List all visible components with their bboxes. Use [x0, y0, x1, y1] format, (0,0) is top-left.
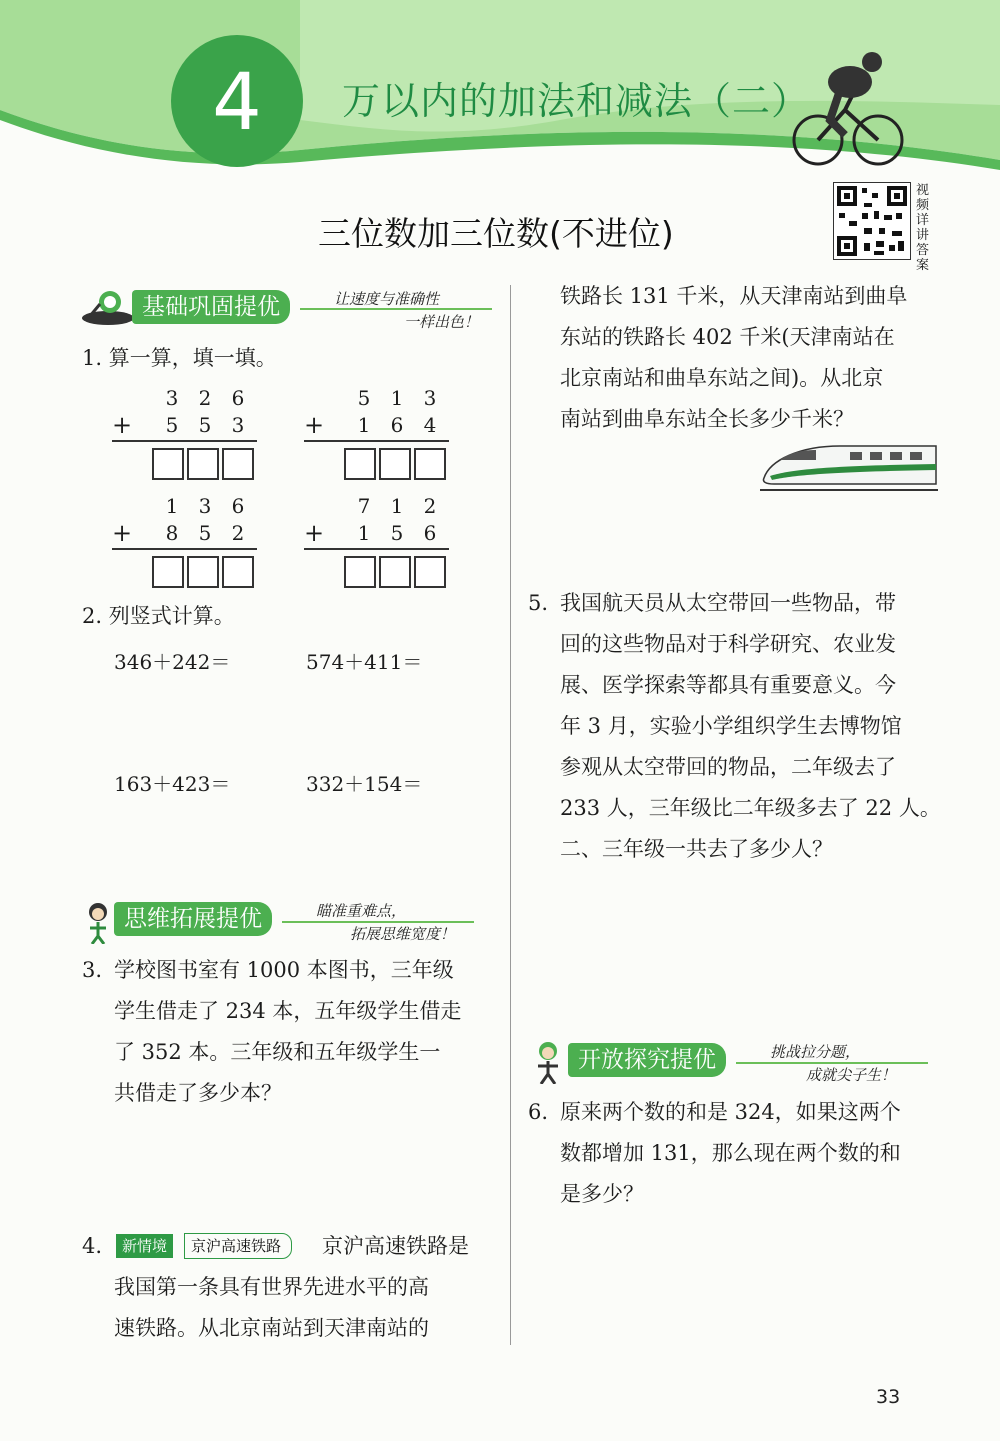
sum-line [304, 548, 449, 550]
answer-box[interactable] [222, 448, 254, 480]
lesson-title: 三位数加三位数(不进位) [318, 214, 674, 253]
question-4-number: 4. [82, 1234, 103, 1258]
section-banner-basic: 基础巩固提优 [132, 290, 290, 324]
digit: 3 [198, 494, 212, 518]
answer-box[interactable] [152, 448, 184, 480]
question-2-label: 2. 列竖式计算。 [82, 604, 235, 628]
section-note-line2: 一样出色！ [404, 313, 480, 331]
question-3-text [114, 950, 504, 1114]
text-line: 铁路长 131 千米，从天津南站到曲阜 [560, 284, 908, 308]
unit-number: 4 [212, 58, 262, 148]
text-line: 学生借走了 234 本，五年级学生借走 [114, 999, 462, 1023]
digit: 5 [165, 413, 179, 437]
text-line: 展、医学探索等都具有重要意义。今 [560, 673, 896, 697]
section-note-line1: 挑战拉分题， [770, 1043, 861, 1061]
digit: 3 [423, 386, 437, 410]
answer-box[interactable] [344, 448, 376, 480]
mascot-icon [80, 900, 118, 944]
text-line: 原来两个数的和是 324，如果这两个 [560, 1100, 901, 1124]
sum-line [112, 548, 257, 550]
text-line: 我国第一条具有世界先进水平的高 [114, 1275, 429, 1299]
text-line: 学校图书室有 1000 本图书，三年级 [114, 958, 454, 982]
answer-box[interactable] [187, 448, 219, 480]
question-6-number: 6. [528, 1100, 549, 1124]
question-3-number: 3. [82, 958, 103, 982]
vertical-addition-1 [112, 386, 257, 440]
page-number: 33 [876, 1386, 901, 1408]
expression: 163＋423＝ [114, 772, 231, 796]
answer-box[interactable] [344, 556, 376, 588]
vertical-addition-4 [304, 494, 449, 548]
mascot-icon [528, 1040, 568, 1084]
digit: 2 [231, 521, 245, 545]
digit: 3 [231, 413, 245, 437]
unit-title: 万以内的加法和减法（二） [342, 79, 811, 123]
answer-box[interactable] [414, 448, 446, 480]
new-context-tag: 新情境 [116, 1234, 173, 1258]
digit: 5 [198, 413, 212, 437]
plus-sign: + [112, 519, 133, 547]
text-line: 回的这些物品对于科学研究、农业发 [560, 632, 896, 656]
text-line: 参观从太空带回的物品，二年级去了 [560, 755, 896, 779]
text-line: 北京南站和曲阜东站之间)。从北京 [560, 366, 884, 390]
answer-box[interactable] [379, 556, 411, 588]
question-5-number: 5. [528, 591, 549, 615]
text-line: 我国航天员从太空带回一些物品，带 [560, 591, 896, 615]
question-4-text-right [560, 276, 960, 440]
text-line: 年 3 月，实验小学组织学生去博物馆 [560, 714, 902, 738]
text-line: 数都增加 131，那么现在两个数的和 [560, 1141, 901, 1165]
text-line: 是多少？ [560, 1182, 644, 1206]
digit: 1 [357, 521, 371, 545]
expression: 332＋154＝ [306, 772, 423, 796]
qr-code-icon[interactable] [833, 182, 911, 260]
digit: 5 [357, 386, 371, 410]
text-line: 二、三年级一共去了多少人？ [560, 837, 833, 861]
answer-box[interactable] [187, 556, 219, 588]
mascot-icon [80, 286, 136, 326]
digit: 6 [231, 386, 245, 410]
answer-box[interactable] [414, 556, 446, 588]
digit: 6 [390, 413, 404, 437]
section-note-line1: 瞄准重难点， [316, 902, 407, 920]
qr-caption: 视频详讲答案 [916, 183, 930, 273]
question-4-text-left [114, 1267, 504, 1349]
section-banner-open: 开放探究提优 [568, 1043, 726, 1077]
section-note-line2: 成就尖子生！ [806, 1066, 897, 1084]
digit: 5 [390, 521, 404, 545]
digit: 1 [165, 494, 179, 518]
question-1-label: 1. 算一算，填一填。 [82, 346, 277, 370]
text-line: 东站的铁路长 402 千米(天津南站在 [560, 325, 895, 349]
digit: 6 [423, 521, 437, 545]
expression: 574＋411＝ [306, 650, 423, 674]
section-note-line2: 拓展思维宽度！ [350, 925, 456, 943]
digit: 2 [198, 386, 212, 410]
plus-sign: + [304, 411, 325, 439]
section-note-line1: 让速度与准确性 [334, 290, 440, 308]
topic-tag: 京沪高速铁路 [184, 1233, 292, 1259]
answer-box[interactable] [379, 448, 411, 480]
text-line: 南站到曲阜东站全长多少千米？ [560, 407, 854, 431]
digit: 2 [423, 494, 437, 518]
question-5-text [560, 583, 960, 870]
question-4-text-start: 京沪高速铁路是 [322, 1234, 469, 1258]
digit: 1 [390, 494, 404, 518]
text-line: 共借走了多少本？ [114, 1081, 282, 1105]
text-line: 了 352 本。三年级和五年级学生一 [114, 1040, 441, 1064]
section-banner-thinking: 思维拓展提优 [114, 902, 272, 936]
answer-box[interactable] [222, 556, 254, 588]
digit: 6 [231, 494, 245, 518]
cyclist-illustration [790, 40, 905, 170]
answer-box[interactable] [152, 556, 184, 588]
plus-sign: + [304, 519, 325, 547]
digit: 1 [390, 386, 404, 410]
sum-line [304, 440, 449, 442]
text-line: 速铁路。从北京南站到天津南站的 [114, 1316, 429, 1340]
digit: 5 [198, 521, 212, 545]
sum-line [112, 440, 257, 442]
digit: 1 [357, 413, 371, 437]
high-speed-train-icon [760, 440, 938, 494]
vertical-addition-3 [112, 494, 257, 548]
digit: 4 [423, 413, 437, 437]
column-divider [510, 285, 511, 1345]
question-6-text [560, 1092, 960, 1215]
digit: 7 [357, 494, 371, 518]
vertical-addition-2 [304, 386, 449, 440]
digit: 8 [165, 521, 179, 545]
plus-sign: + [112, 411, 133, 439]
digit: 3 [165, 386, 179, 410]
text-line: 233 人，三年级比二年级多去了 22 人。 [560, 796, 941, 820]
expression: 346＋242＝ [114, 650, 231, 674]
